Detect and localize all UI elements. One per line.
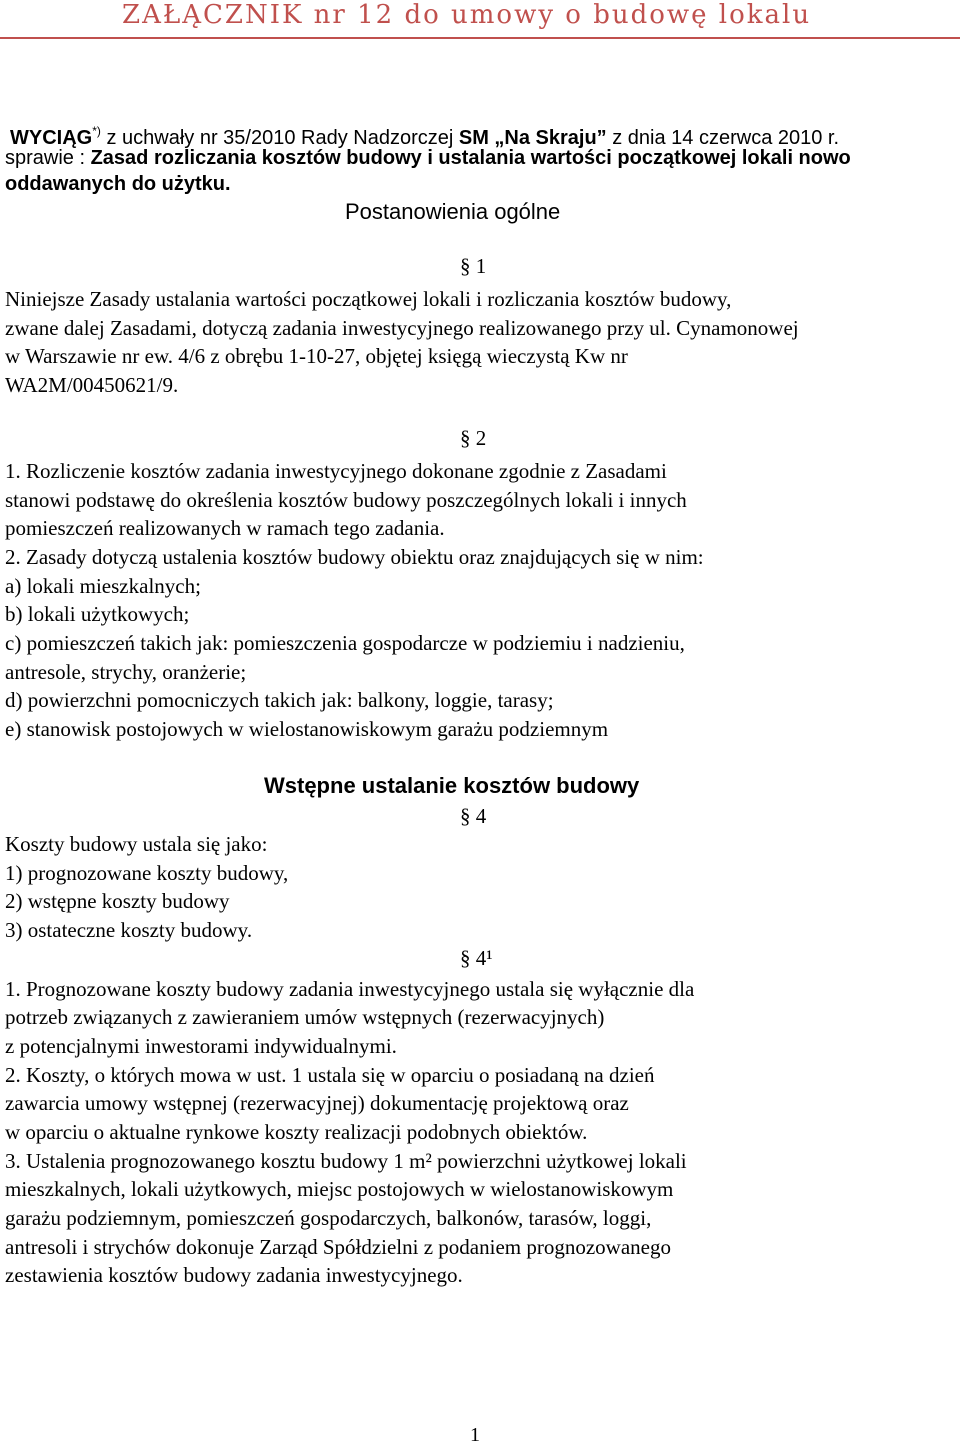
body-line: garażu podziemnym, pomieszczeń gospodarczych, balkonów, tarasów, loggi, <box>5 1206 652 1230</box>
list-item: 2) wstępne koszty budowy <box>5 889 230 913</box>
body-line: potrzeb związanych z zawieraniem umów wstępnych (rezerwacyjnych) <box>5 1005 605 1029</box>
list-item: e) stanowisk postojowych w wielostanowiskowym garażu podziemnym <box>5 717 609 741</box>
body-line: 3. Ustalenia prognozowanego kosztu budowy 1 m² powierzchni użytkowej lokali <box>5 1149 687 1173</box>
list-item: 1) prognozowane koszty budowy, <box>5 861 289 885</box>
body-line: w Warszawie nr ew. 4/6 z obrębu 1-10-27, objętej księgą wieczystą Kw nr <box>5 344 628 368</box>
body-line: Koszty budowy ustala się jako: <box>5 832 268 856</box>
body-line: 1. Rozliczenie kosztów zadania inwestycyjnego dokonane zgodnie z Zasadami <box>5 459 667 483</box>
list-item: 3) ostateczne koszty budowy. <box>5 918 253 942</box>
body-line: w oparciu o aktualne rynkowe koszty realizacji podobnych obiektów. <box>5 1120 588 1144</box>
body-line: z potencjalnymi inwestorami indywidualnymi. <box>5 1034 397 1058</box>
body-line: zestawienia kosztów budowy zadania inwestycyjnego. <box>5 1263 463 1287</box>
list-item: antresole, strychy, oranżerie; <box>5 660 247 684</box>
body-line: 2. Zasady dotyczą ustalenia kosztów budowy obiektu oraz znajdujących się w nim: <box>5 545 704 569</box>
list-item: a) lokali mieszkalnych; <box>5 574 201 598</box>
intro-text-1: z uchwały nr 35/2010 Rady Nadzorczej <box>100 127 459 149</box>
header-title: ZAŁĄCZNIK nr 12 do umowy o budowę lokalu <box>122 0 812 30</box>
body-line: mieszkalnych, lokali użytkowych, miejsc postojowych w wielostanowiskowym <box>5 1177 674 1201</box>
paragraph-number-4-1: § 4¹ <box>460 946 493 970</box>
cooperative-name: SM „Na Skraju” <box>458 127 607 149</box>
list-item: d) powierzchni pomocniczych takich jak: balkony, loggie, tarasy; <box>5 688 554 712</box>
footnote-marker: *) <box>92 124 101 138</box>
page-number: 1 <box>470 1424 480 1446</box>
intro-text-2: z dnia 14 czerwca 2010 r. <box>606 127 840 149</box>
intro-line-2 <box>5 145 851 171</box>
body-line: zwane dalej Zasadami, dotyczą zadania inwestycyjnego realizowanego przy ul. Cynamonowej <box>5 316 799 340</box>
body-line: Niniejsze Zasady ustalania wartości początkowej lokali i rozliczania kosztów budowy, <box>5 287 732 311</box>
paragraph-number-2: § 2 <box>460 426 487 450</box>
list-item: b) lokali użytkowych; <box>5 602 190 626</box>
body-line: zawarcia umowy wstępnej (rezerwacyjnej) dokumentację projektową oraz <box>5 1091 629 1115</box>
body-line: 2. Koszty, o których mowa w ust. 1 ustala się w oparciu o posiadaną na dzień <box>5 1063 655 1087</box>
body-line: WA2M/00450621/9. <box>5 373 179 397</box>
body-line: pomieszczeń realizowanych w ramach tego zadania. <box>5 516 445 540</box>
body-line: 1. Prognozowane koszty budowy zadania inwestycyjnego ustala się wyłącznie dla <box>5 977 695 1001</box>
header-rule <box>0 37 960 39</box>
body-line: stanowi podstawę do określenia kosztów budowy poszczególnych lokali i innych <box>5 488 687 512</box>
list-item: c) pomieszczeń takich jak: pomieszczenia gospodarcze w podziemiu i nadzieniu, <box>5 631 685 655</box>
intro-line-3 <box>5 171 231 197</box>
section-heading: Wstępne ustalanie kosztów budowy <box>264 773 640 798</box>
intro-line-3-bold: oddawanych do użytku. <box>5 173 231 195</box>
intro-line-2-prefix: sprawie : <box>5 147 91 169</box>
paragraph-number-4: § 4 <box>460 804 487 828</box>
wyciag-label: WYCIĄG <box>10 127 93 149</box>
paragraph-number-1: § 1 <box>460 254 487 278</box>
body-line: antresoli i strychów dokonuje Zarząd Spółdzielni z podaniem prognozowanego <box>5 1235 671 1259</box>
section-heading: Postanowienia ogólne <box>345 199 561 224</box>
intro-line-2-bold: Zasad rozliczania kosztów budowy i ustalania wartości początkowej lokali nowo <box>90 147 851 169</box>
